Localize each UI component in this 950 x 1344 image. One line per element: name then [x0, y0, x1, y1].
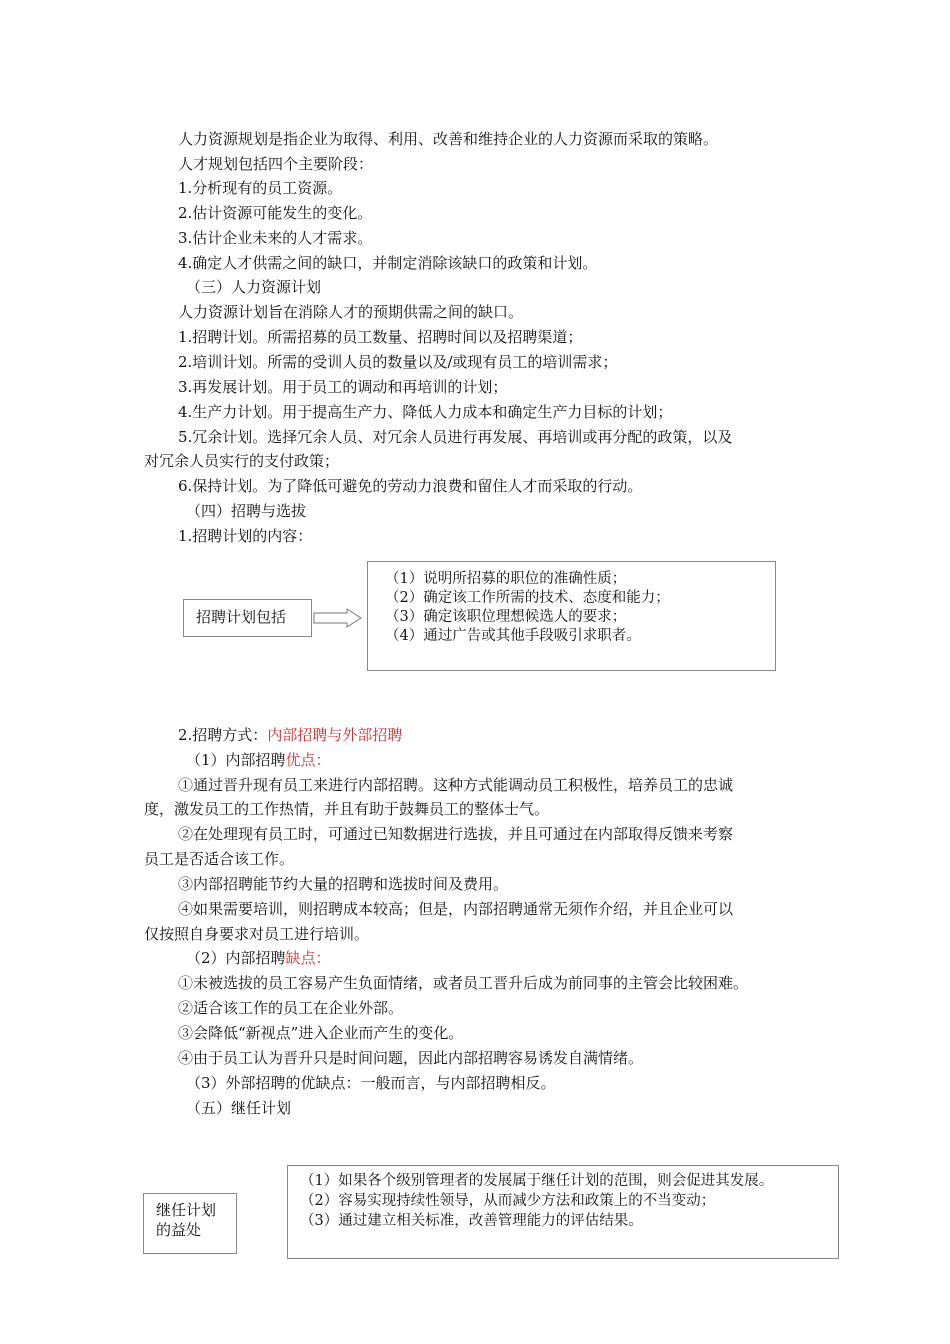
recruitment-method-highlight: 内部招聘与外部招聘	[267, 726, 403, 744]
plan-item: 1.招聘计划。所需招募的员工数量、招聘时间以及招聘渠道；	[178, 328, 583, 346]
recruitment-plan-label-box	[183, 599, 312, 637]
advantage-item-continuation: 员工是否适合该工作。	[144, 850, 295, 868]
section-heading: （四）招聘与选拔	[186, 502, 307, 520]
disadvantages-heading	[186, 948, 331, 968]
plan-item: 2.培训计划。所需的受训人员的数量以及/或现有员工的培训需求；	[178, 353, 618, 371]
stage-item: 1.分析现有的员工资源。	[178, 179, 343, 197]
plan-item: 6.保持计划。为了降低可避免的劳动力浪费和留住人才而采取的行动。	[178, 477, 643, 495]
stage-item: 4.确定人才供需之间的缺口，并制定消除该缺口的政策和计划。	[178, 254, 598, 272]
section-lead: 人力资源计划旨在消除人才的预期供需之间的缺口。	[178, 303, 524, 321]
disadvantages-prefix: （2）内部招聘	[186, 949, 286, 967]
section-heading: （五）继任计划	[186, 1099, 292, 1117]
advantage-item: ③内部招聘能节约大量的招聘和选拔时间及费用。	[178, 875, 509, 893]
advantage-item: ②在处理现有员工时，可通过已知数据进行选拔，并且可通过在内部取得反馈来考察	[178, 825, 734, 843]
plan-item-continuation: 对冗余人员实行的支付政策；	[144, 452, 340, 470]
succession-benefits-label-line: 的益处	[156, 1221, 202, 1239]
recruitment-plan-point: （3）确定该职位理想候选人的要求；	[385, 609, 627, 625]
recruitment-plan-label: 招聘计划包括	[196, 608, 287, 626]
plan-item: 4.生产力计划。用于提高生产力、降低人力成本和确定生产力目标的计划；	[178, 403, 673, 421]
stage-item: 2.估计资源可能发生的变化。	[178, 204, 373, 222]
section-heading: （三）人力资源计划	[186, 278, 322, 296]
advantages-highlight: 优点：	[285, 751, 331, 769]
succession-benefits-label-box	[143, 1193, 237, 1254]
disadvantage-item: ②适合该工作的员工在企业外部。	[178, 999, 404, 1017]
right-arrow-icon	[313, 608, 363, 628]
advantage-item: ①通过晋升现有员工来进行内部招聘。这种方式能调动员工积极性，培养员工的忠诚	[178, 776, 734, 794]
succession-benefit-point: （1）如果各个级别管理者的发展属于继任计划的范围，则会促进其发展。	[300, 1173, 774, 1189]
intro-paragraph: 人力资源规划是指企业为取得、利用、改善和维持企业的人力资源而采取的策略。	[178, 130, 719, 148]
advantages-prefix: （1）内部招聘	[186, 751, 286, 769]
advantages-heading	[186, 750, 331, 770]
recruitment-plan-point: （2）确定该工作所需的技术、态度和能力；	[385, 590, 670, 606]
advantage-item-continuation: 仅按照自身要求对员工进行培训。	[144, 925, 370, 943]
succession-benefit-point: （3）通过建立相关标准，改善管理能力的评估结果。	[300, 1213, 643, 1229]
disadvantages-highlight: 缺点：	[285, 949, 331, 967]
recruitment-plan-point: （1）说明所招募的职位的准确性质；	[385, 571, 627, 587]
succession-benefit-point: （2）容易实现持续性领导，从而减少方法和政策上的不当变动；	[300, 1193, 716, 1209]
disadvantage-item: ④由于员工认为晋升只是时间问题，因此内部招聘容易诱发自满情绪。	[178, 1049, 644, 1067]
recruitment-method-prefix: 2.招聘方式：	[178, 726, 268, 744]
external-recruitment-note: （3）外部招聘的优缺点：一般而言，与内部招聘相反。	[186, 1074, 556, 1092]
advantage-item-continuation: 度，激发员工的工作热情，并且有助于鼓舞员工的整体士气。	[144, 800, 550, 818]
stage-item: 3.估计企业未来的人才需求。	[178, 229, 373, 247]
subheading: 1.招聘计划的内容：	[178, 527, 313, 545]
succession-benefits-label-line: 继任计划	[156, 1201, 217, 1219]
plan-item: 3.再发展计划。用于员工的调动和再培训的计划；	[178, 378, 508, 396]
recruitment-method	[178, 725, 402, 745]
disadvantage-item: ③会降低“新视点”进入企业而产生的变化。	[178, 1024, 464, 1042]
recruitment-plan-points-box	[367, 561, 776, 671]
advantage-item: ④如果需要培训，则招聘成本较高；但是，内部招聘通常无须作介绍，并且企业可以	[178, 900, 734, 918]
plan-item: 5.冗余计划。选择冗余人员、对冗余人员进行再发展、再培训或再分配的政策，以及	[178, 428, 733, 446]
disadvantage-item: ①未被选拔的员工容易产生负面情绪，或者员工晋升后成为前同事的主管会比较困难。	[178, 974, 749, 992]
recruitment-plan-point: （4）通过广告或其他手段吸引求职者。	[385, 628, 641, 644]
succession-benefits-points-box	[287, 1165, 839, 1259]
stages-lead: 人才规划包括四个主要阶段：	[178, 155, 374, 173]
